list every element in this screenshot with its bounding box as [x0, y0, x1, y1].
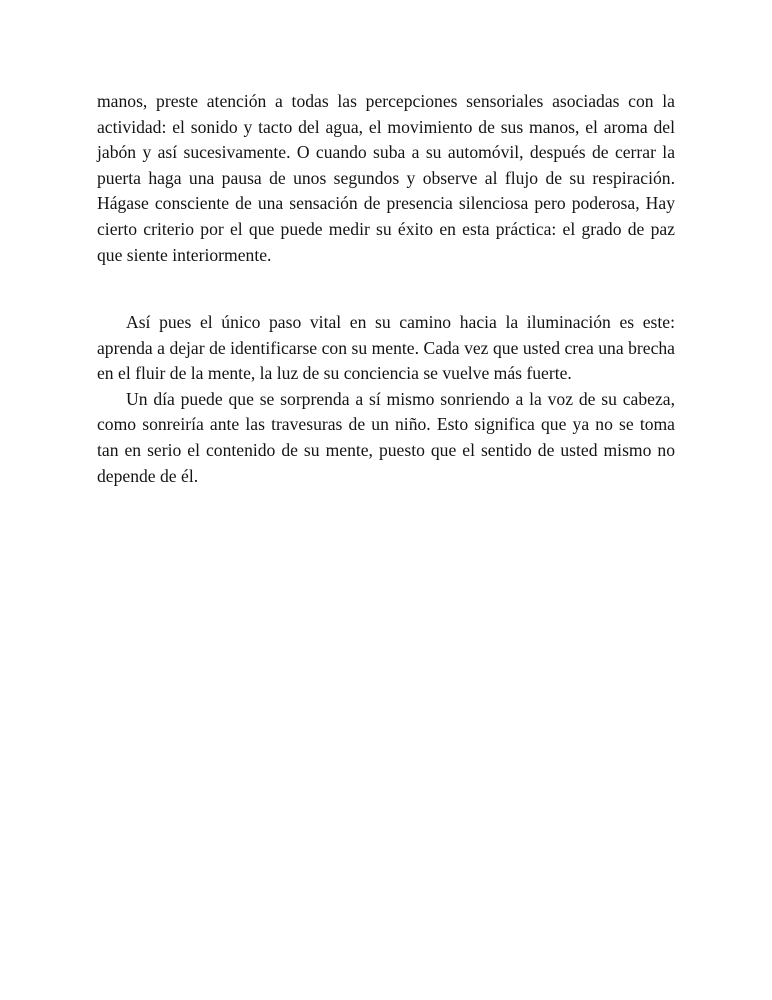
text-section-bottom: [97, 310, 675, 489]
text-section-top: [97, 89, 675, 268]
paragraph-continuation: manos, preste atención a todas las percepciones sensoriales asociadas con la actividad: el sonido y tacto del agua, el movimiento de sus manos, el aroma del jabón y así sucesivamente. O cuando suba a su automóvil, después de cerrar la puerta haga una pausa de unos segundos y observe al flujo de su respiración. Hágase consciente de una sensación de presencia silenciosa pero poderosa, Hay cierto criterio por el que puede medir su éxito en esta práctica: el grado de paz que siente interiormente.: [97, 91, 675, 265]
paragraph-smiling-voice: Un día puede que se sorprenda a sí mismo sonriendo a la voz de su cabeza, como sonreiría ante las travesuras de un niño. Esto significa que ya no se toma tan en serio el contenido de su mente, puesto que el sentido de usted mismo no depende de él.: [97, 388, 675, 486]
paragraph-illumination: Así pues el único paso vital en su camino hacia la iluminación es este: aprenda a dejar de identificarse con su mente. Cada vez que usted crea una brecha en el fluir de la mente, la luz de su conciencia se vuelve más fuerte.: [97, 312, 675, 384]
